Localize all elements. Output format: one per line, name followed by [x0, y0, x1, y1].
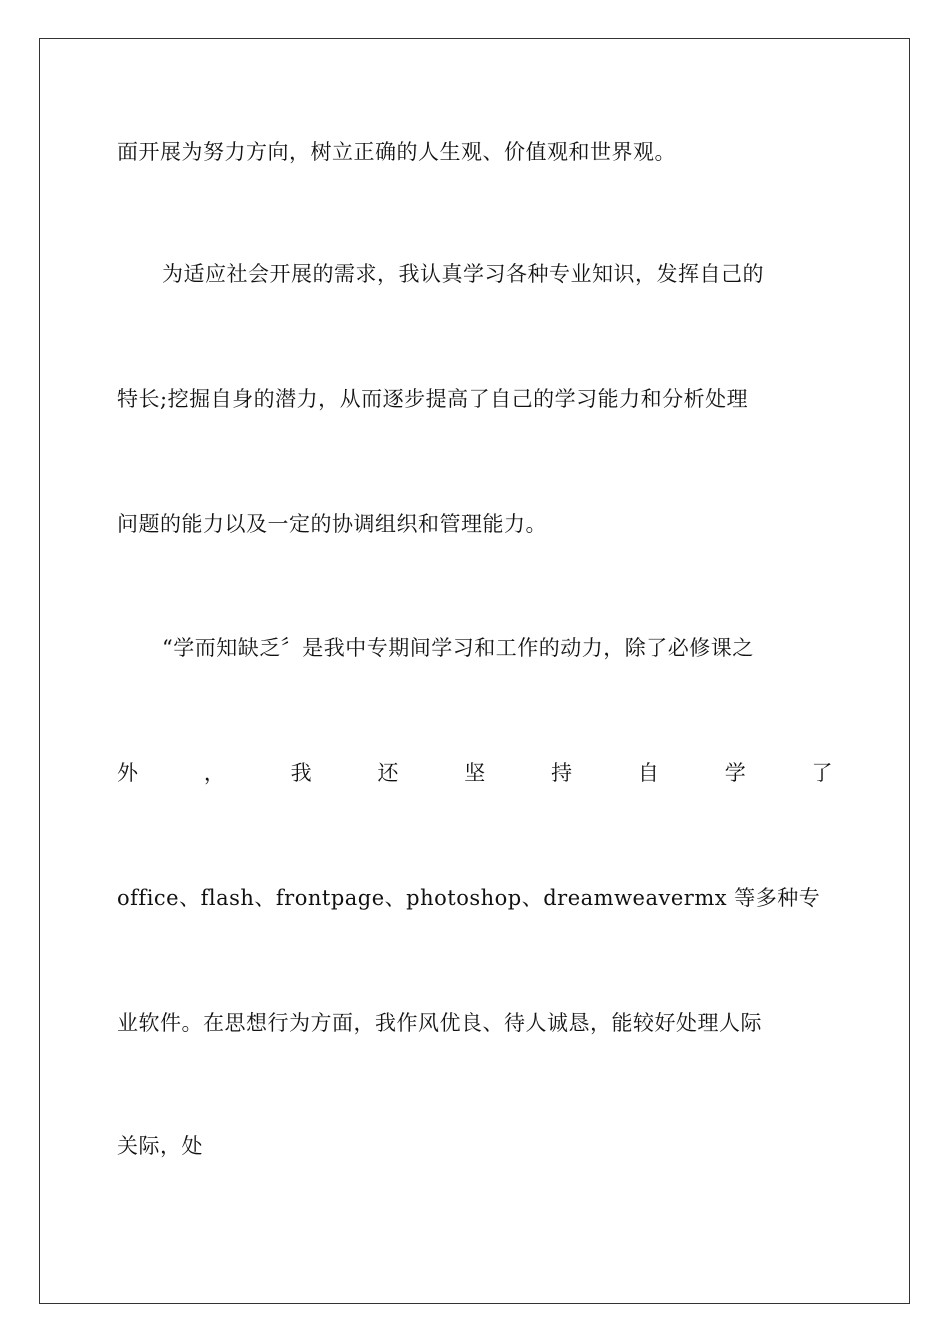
char: ，	[203, 761, 226, 785]
text-line-9: 关际，处	[117, 1134, 203, 1158]
text-line-8: 业软件。在思想行为方面，我作风优良、待人诚恳，能较好处理人际	[117, 1011, 762, 1035]
char: 了	[811, 761, 833, 785]
char: 自	[637, 761, 660, 785]
char: 外	[117, 761, 139, 785]
text-line-6-justified	[117, 758, 833, 788]
char: 学	[724, 761, 747, 785]
char: 我	[290, 761, 313, 785]
text-line-2: 为适应社会开展的需求，我认真学习各种专业知识，发挥自己的	[162, 262, 764, 286]
text-line-3: 特长;挖掘自身的潜力，从而逐步提高了自己的学习能力和分析处理	[117, 387, 749, 411]
char: 还	[377, 761, 399, 785]
text-line-5: “学而知缺乏〞是我中专期间学习和工作的动力，除了必修课之	[162, 636, 754, 660]
char: 坚	[464, 761, 486, 785]
text-line-1: 面开展为努力方向，树立正确的人生观、价值观和世界观。	[117, 140, 676, 164]
page-frame	[39, 38, 910, 1304]
text-line-7: office、flash、frontpage、photoshop、dreamweavermx 等多种专	[117, 886, 821, 910]
char: 持	[551, 761, 573, 785]
text-line-4: 问题的能力以及一定的协调组织和管理能力。	[117, 512, 547, 536]
